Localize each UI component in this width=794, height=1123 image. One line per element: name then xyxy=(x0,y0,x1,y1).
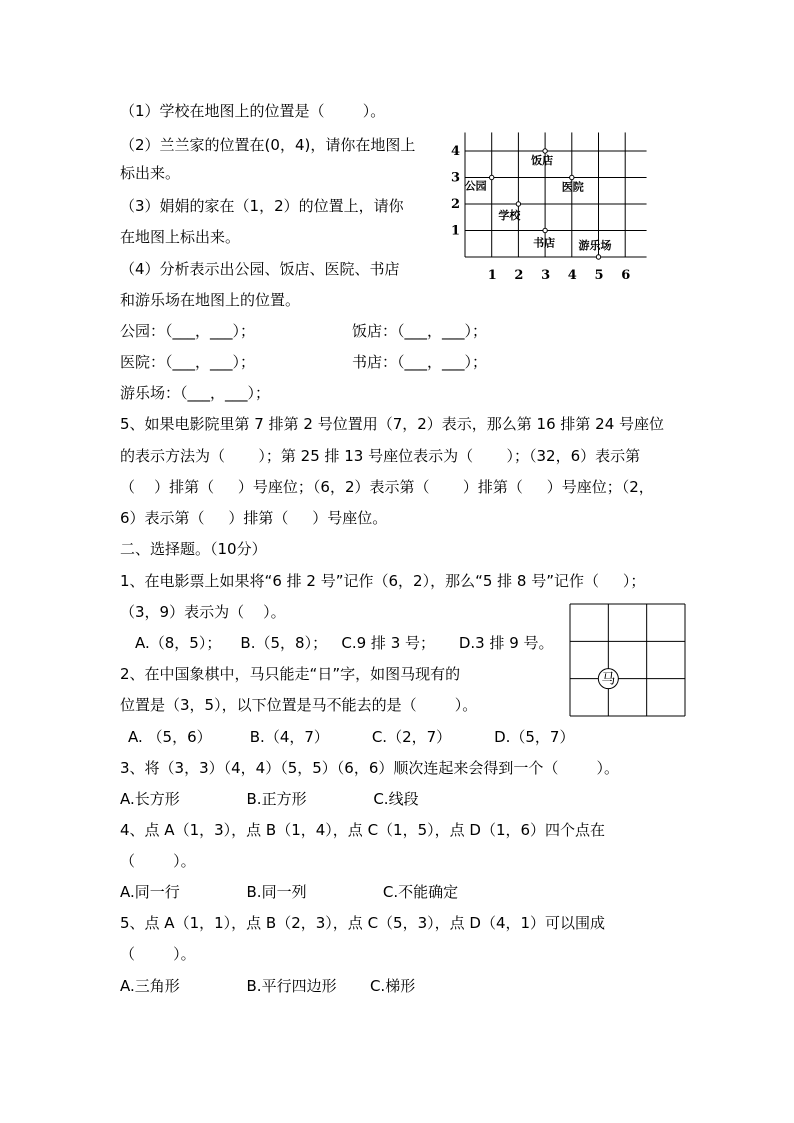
choice-5-line1: 5、点 A（1，1），点 B（2，3），点 C（5，3），点 D（4，1）可以围成 xyxy=(120,914,606,932)
map-place-label: 游乐场 xyxy=(578,239,612,252)
choice-1-options: A.（8，5）； B.（5，8）； C.9 排 3 号； D.3 排 9 号。 xyxy=(135,634,554,652)
map-place-dot xyxy=(570,175,574,179)
choice-2-line1: 2、在中国象棋中，马只能走“日”字，如图马现有的 xyxy=(120,665,461,683)
map-place-dot xyxy=(543,149,547,153)
choice-2-line2: 位置是（3，5），以下位置是马不能去的是（ ）。 xyxy=(120,696,478,714)
map-x-tick: 4 xyxy=(567,268,577,283)
map-place-dot xyxy=(516,202,520,206)
question-4-line2: 和游乐场在地图上的位置。 xyxy=(120,291,301,309)
question-1: （1）学校在地图上的位置是（ ）。 xyxy=(120,102,386,120)
section-2-title: 二、选择题。（10分） xyxy=(120,540,267,558)
map-place-label: 公园 xyxy=(464,179,487,193)
question-2-line1: （2）兰兰家的位置在(0，4)，请你在地图上 xyxy=(120,136,416,154)
map-x-tick: 5 xyxy=(594,268,604,283)
chess-board xyxy=(568,602,688,720)
answer-hospital: 医院：（___，___）； xyxy=(120,353,256,371)
choice-3-options: A.长方形 B.正方形 C.线段 xyxy=(120,790,419,808)
map-place-label: 饭店 xyxy=(531,154,554,167)
map-place-label: 书店 xyxy=(533,236,556,250)
map-x-tick: 1 xyxy=(487,268,497,283)
map-y-tick: 4 xyxy=(451,144,461,159)
map-place-dot xyxy=(490,175,494,179)
map-grid xyxy=(465,132,647,257)
question-4-line1: （4）分析表示出公园、饭店、医院、书店 xyxy=(120,260,400,278)
choice-3-line1: 3、将（3，3）（4，4）（5，5）（6，6）顺次连起来会得到一个（ ）。 xyxy=(120,759,620,777)
map-y-tick: 2 xyxy=(451,197,461,212)
horse-piece xyxy=(598,669,618,689)
answer-amusement: 游乐场：（___，___）； xyxy=(120,384,271,402)
question-5-line1: 5、如果电影院里第 7 排第 2 号位置用（7，2）表示，那么第 16 排第 24 号座位 xyxy=(120,415,665,433)
question-5-line2: 的表示方法为（ ）；第 25 排 13 号座位表示为（ ）；（32，6）表示第 xyxy=(120,447,641,465)
map-y-tick: 1 xyxy=(451,223,461,239)
map-x-tick: 3 xyxy=(541,268,551,283)
map-y-tick: 3 xyxy=(451,170,461,186)
choice-1-line2: （3，9）表示为（ ）。 xyxy=(120,603,286,621)
choice-4-line1: 4、点 A（1，3），点 B（1，4），点 C（1，5），点 D（1，6）四个点在 xyxy=(120,821,606,839)
map-x-tick: 6 xyxy=(621,268,631,283)
question-2-line2: 标出来。 xyxy=(120,164,181,182)
question-3-line1: （3）娟娟的家在（1，2）的位置上，请你 xyxy=(120,197,404,215)
location-map xyxy=(440,130,660,290)
choice-2-options: A. （5，6） B.（4，7） C.（2，7） D.（5，7） xyxy=(128,728,575,746)
horse-piece-label: 马 xyxy=(601,671,616,688)
choice-4-line2: （ ）。 xyxy=(120,852,196,870)
question-3-line2: 在地图上标出来。 xyxy=(120,228,241,246)
choice-5-line2: （ ）。 xyxy=(120,945,196,963)
question-5-line3: （ ）排第（ ）号座位；（6，2）表示第（ ）排第（ ）号座位；（2， xyxy=(120,478,654,496)
choice-1-line1: 1、在电影票上如果将“6 排 2 号”记作（6，2），那么“5 排 8 号”记作（ ）； xyxy=(120,572,646,590)
question-5-line4: 6）表示第（ ）排第（ ）号座位。 xyxy=(120,509,388,527)
answer-restaurant: 饭店：（___，___）； xyxy=(352,322,488,340)
chess-grid xyxy=(570,604,685,716)
map-place-label: 医院 xyxy=(561,180,584,194)
answer-park: 公园：（___，___）； xyxy=(120,322,256,340)
choice-4-options: A.同一行 B.同一列 C.不能确定 xyxy=(120,883,459,901)
map-place-label: 学校 xyxy=(498,209,521,222)
map-place-dot xyxy=(596,255,600,259)
map-x-tick: 2 xyxy=(514,268,524,283)
choice-5-options: A.三角形 B.平行四边形 C.梯形 xyxy=(120,977,416,995)
map-place-dot xyxy=(543,228,547,232)
answer-bookstore: 书店：（___，___）； xyxy=(352,353,488,371)
